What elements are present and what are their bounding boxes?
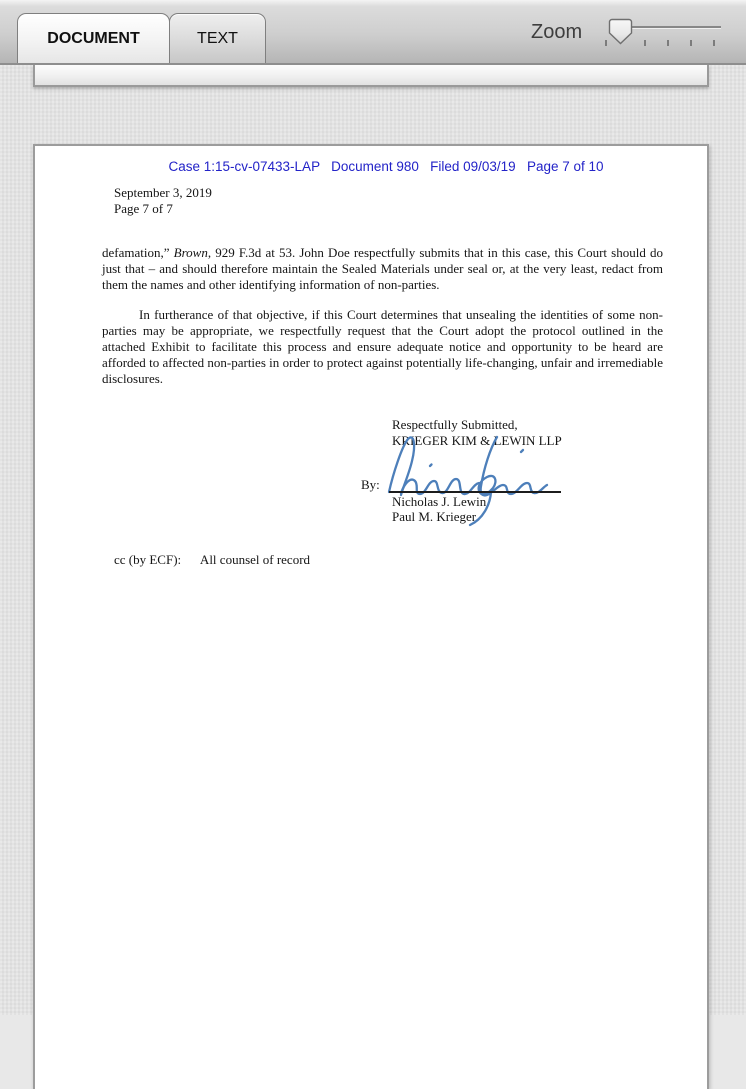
document-scroll-area[interactable] — [0, 65, 746, 1015]
cc-line: cc (by ECF): All counsel of record — [114, 552, 311, 567]
tab-document-label: DOCUMENT — [47, 29, 140, 47]
paragraph-2: In furtherance of that objective, if this Court determines that unsealing the identities of some non-parties may be appropriate, we respectfully request that the Court adopt the protocol outlined in the attached Exhibit to facilitate this process and ensure adequate notice and opportunity to be heard are afforded to affected non-parties in order to protect against potentially life-changing, unfair and irremediable disclosures. — [102, 307, 663, 386]
tab-text[interactable] — [169, 13, 266, 63]
letter-header — [114, 185, 212, 216]
paragraph-1: defamation,” Brown, 929 F.3d at 53. John Doe respectfully submits that in this case, this Court should do just that – and should therefore maintain the Sealed Materials under seal or, at the very least, redact from them the names and other identifying information of non-parties. — [102, 245, 663, 292]
letter-date: September 3, 2019 — [114, 185, 212, 200]
tab-text-label: TEXT — [197, 29, 238, 47]
signature-line — [389, 491, 561, 493]
letter-page-number: Page 7 of 7 — [114, 200, 173, 216]
zoom-tick — [713, 40, 715, 46]
closing-respectfully: Respectfully Submitted, — [392, 417, 518, 432]
zoom-slider-thumb[interactable] — [608, 18, 633, 45]
court-filing-stamp: Case 1:15-cv-07433-LAP Document 980 Filed 09/03/19 Page 7 of 10 — [168, 159, 604, 174]
signer-name-1: Nicholas J. Lewin — [392, 494, 487, 509]
previous-page-bottom-edge — [33, 65, 709, 87]
tab-bar — [17, 13, 266, 63]
zoom-slider-track[interactable] — [632, 26, 721, 28]
by-label: By: — [361, 477, 380, 492]
zoom-slider[interactable] — [605, 18, 727, 52]
zoom-tick — [644, 40, 646, 46]
signer-names — [392, 494, 486, 524]
zoom-label: Zoom — [531, 21, 583, 43]
letter-body — [102, 245, 663, 386]
closing-block — [392, 417, 562, 448]
document-page — [33, 144, 709, 1089]
closing-firm-name: KRIEGER KIM & LEWIN LLP — [392, 432, 562, 448]
tab-document[interactable] — [17, 13, 170, 63]
signer-name-2: Paul M. Krieger — [392, 509, 477, 525]
zoom-tick — [667, 40, 669, 46]
zoom-tick — [605, 40, 607, 46]
zoom-tick — [690, 40, 692, 46]
viewer-toolbar — [0, 0, 746, 65]
